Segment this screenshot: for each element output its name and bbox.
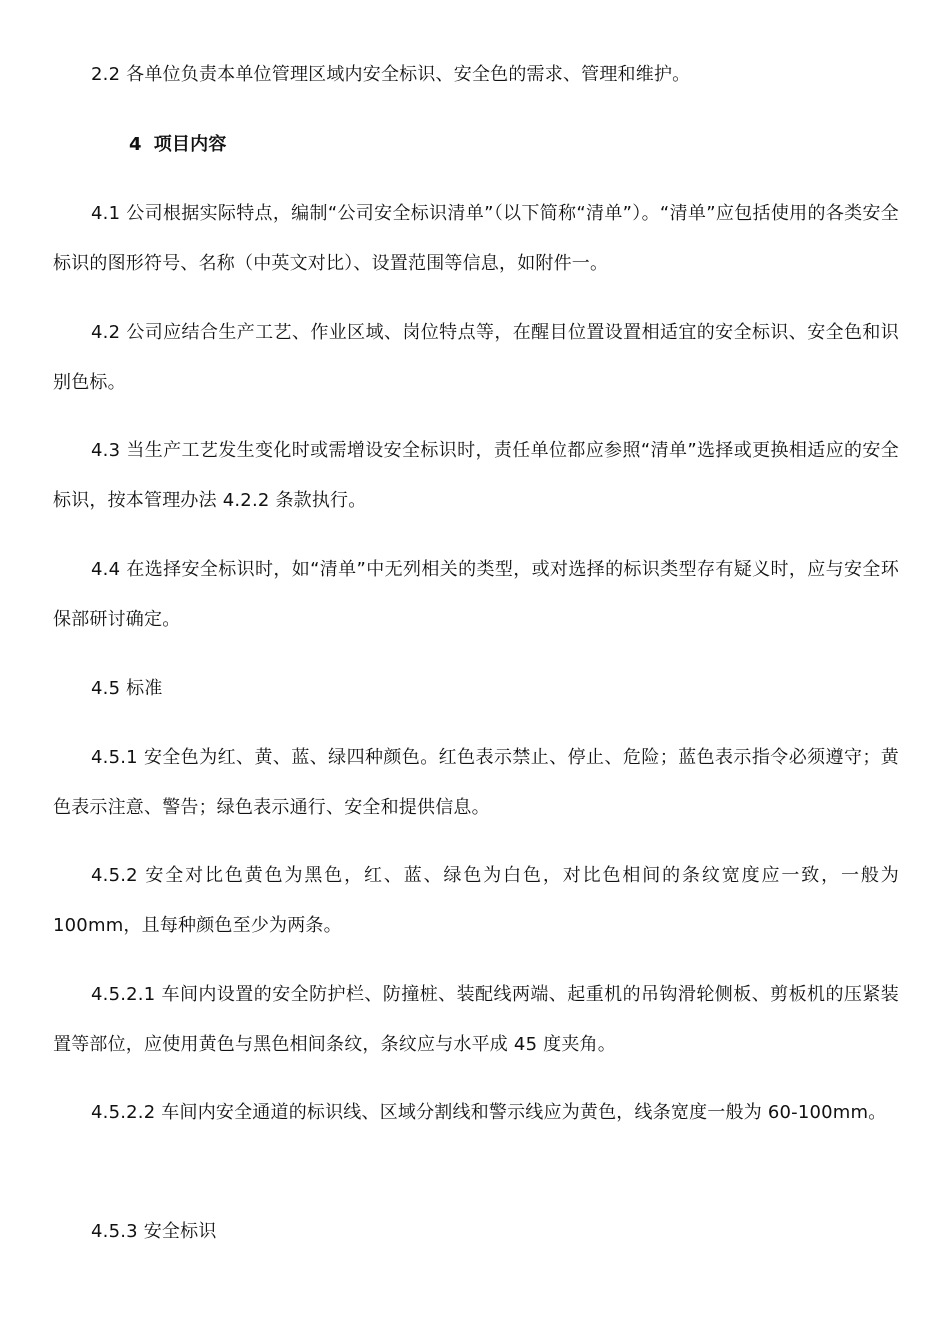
- section-heading-4: [53, 120, 899, 170]
- paragraph-4-1: 4.1 公司根据实际特点，编制“公司安全标识清单”（以下简称“清单”）。“清单”应包括使用的各类安全标识的图形符号、名称（中英文对比）、设置范围等信息，如附件一。: [53, 203, 899, 274]
- paragraph-4-5-1: 4.5.1 安全色为红、黄、蓝、绿四种颜色。红色表示禁止、停止、危险；蓝色表示指令必须遵守；黄色表示注意、警告；绿色表示通行、安全和提供信息。: [53, 747, 899, 818]
- paragraph-4-4: 4.4 在选择安全标识时，如“清单”中无列相关的类型，或对选择的标识类型存有疑义时，应与安全环保部研讨确定。: [53, 559, 899, 630]
- paragraph-2-2: 2.2 各单位负责本单位管理区域内安全标识、安全色的需求、管理和维护。: [91, 64, 691, 85]
- paragraph-4-3: 4.3 当生产工艺发生变化时或需增设安全标识时，责任单位都应参照“清单”选择或更换相适应的安全标识，按本管理办法 4.2.2 条款执行。: [53, 440, 899, 511]
- paragraph-4-2: 4.2 公司应结合生产工艺、作业区域、岗位特点等，在醒目位置设置相适宜的安全标识、安全色和识别色标。: [53, 322, 899, 393]
- section-heading-number: 4: [129, 134, 142, 155]
- paragraph-4-5: 4.5 标准: [91, 678, 163, 699]
- section-heading-title: 项目内容: [153, 134, 227, 155]
- paragraph-4-5-3: 4.5.3 安全标识: [91, 1221, 217, 1242]
- paragraph-4-5-2: 4.5.2 安全对比色黄色为黑色，红、蓝、绿色为白色，对比色相间的条纹宽度应一致，一般为100mm，且每种颜色至少为两条。: [53, 865, 899, 936]
- paragraph-4-5-2-2: 4.5.2.2 车间内安全通道的标识线、区域分割线和警示线应为黄色，线条宽度一般为 60-100mm。: [91, 1102, 887, 1123]
- paragraph-4-5-2-1: 4.5.2.1 车间内设置的安全防护栏、防撞桩、装配线两端、起重机的吊钩滑轮侧板、剪板机的压紧装置等部位，应使用黄色与黑色相间条纹，条纹应与水平成 45 度夹角。: [53, 984, 899, 1055]
